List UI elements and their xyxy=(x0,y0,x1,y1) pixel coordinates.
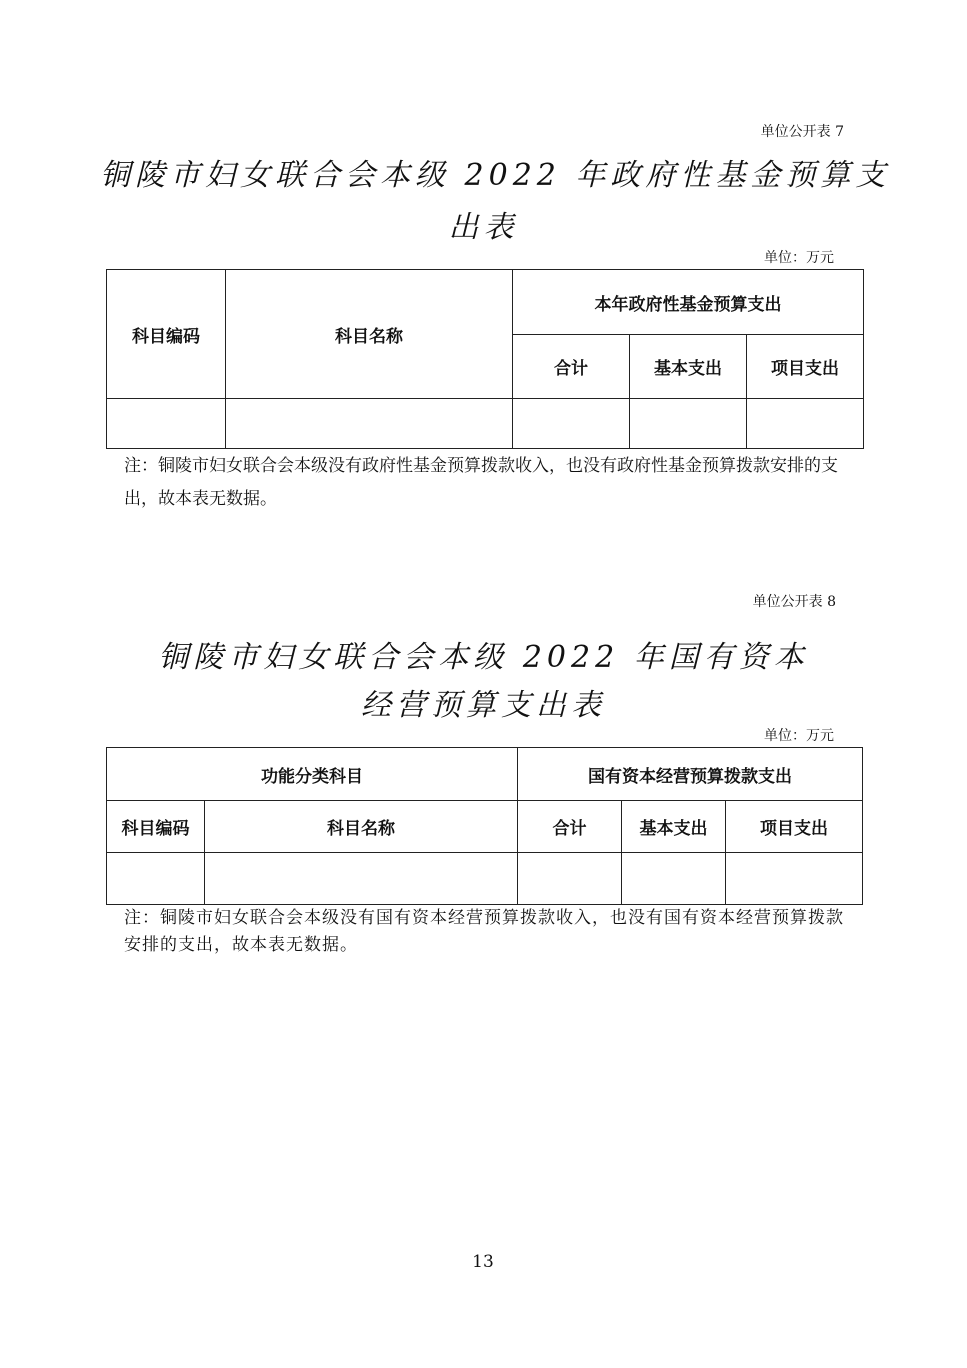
table7-header-code: 科目编码 xyxy=(107,270,226,399)
table8-cell xyxy=(107,853,205,905)
table7-header-group: 本年政府性基金预算支出 xyxy=(513,270,864,335)
table8-header-project: 项目支出 xyxy=(726,801,863,853)
table8-title-line2: 经营预算支出表 xyxy=(361,688,606,723)
table7-note: 注：铜陵市妇女联合会本级没有政府性基金预算拨款收入，也没有政府性基金预算拨款安排的支出，故本表无数据。 xyxy=(124,456,838,509)
table8-cell xyxy=(518,853,622,905)
table7-header-total: 合计 xyxy=(513,335,630,399)
table8-unit: 单位：万元 xyxy=(764,728,834,744)
table8-title-line1: 铜陵市妇女联合会本级 2022 年国有资本 xyxy=(158,640,809,675)
table8-header-basic: 基本支出 xyxy=(622,801,726,853)
table8-tag: 单位公开表 8 xyxy=(752,594,836,610)
table7-cell xyxy=(513,399,630,449)
table8 xyxy=(106,747,863,905)
table7-cell xyxy=(630,399,747,449)
table7-title-line2: 出表 xyxy=(448,210,519,245)
table8-header-code: 科目编码 xyxy=(107,801,205,853)
table7-unit: 单位：万元 xyxy=(764,250,834,266)
table7-tag: 单位公开表 7 xyxy=(760,124,844,140)
table8-note: 注：铜陵市妇女联合会本级没有国有资本经营预算拨款收入，也没有国有资本经营预算拨款安排的支出，故本表无数据。 xyxy=(124,908,844,955)
table7-cell xyxy=(747,399,864,449)
table8-cell xyxy=(622,853,726,905)
table7-header-project: 项目支出 xyxy=(747,335,864,399)
table7-header-basic: 基本支出 xyxy=(630,335,747,399)
table-row xyxy=(107,399,864,449)
table7-cell xyxy=(226,399,513,449)
table8-header-total: 合计 xyxy=(518,801,622,853)
table7-cell xyxy=(107,399,226,449)
table8-header-budget-group: 国有资本经营预算拨款支出 xyxy=(518,748,863,801)
table7-header-name: 科目名称 xyxy=(226,270,513,399)
table-row xyxy=(107,853,863,905)
table7 xyxy=(106,269,864,449)
table7-title-line1: 铜陵市妇女联合会本级 2022 年政府性基金预算支 xyxy=(100,158,891,193)
page-number: 13 xyxy=(472,1252,494,1272)
table8-header-func-group: 功能分类科目 xyxy=(107,748,518,801)
table8-cell xyxy=(205,853,518,905)
table8-cell xyxy=(726,853,863,905)
table8-header-name: 科目名称 xyxy=(205,801,518,853)
